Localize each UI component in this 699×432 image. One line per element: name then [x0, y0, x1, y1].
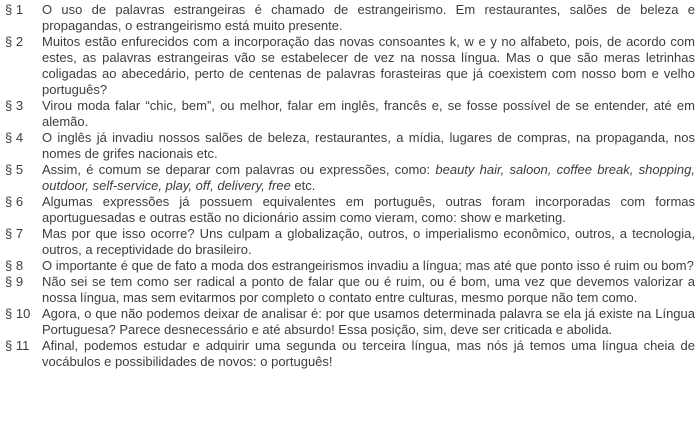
text-segment: Mas por que isso ocorre? Uns culpam a globalização, outros, o imperialismo econômico, outros, a tecnologia, outros, a receptividade do brasileiro. — [42, 226, 695, 257]
paragraph-text — [42, 274, 695, 306]
paragraph-text — [42, 258, 695, 274]
paragraph-label: § 9 — [5, 274, 24, 289]
paragraph-row — [5, 194, 695, 226]
paragraph-label: § 11 — [5, 338, 30, 353]
paragraph-text — [42, 338, 695, 370]
paragraph-row — [5, 2, 695, 34]
text-segment: Virou moda falar “chic, bem”, ou melhor, falar em inglês, francês e, se fosse possível de se entender, até em alemão. — [42, 98, 695, 129]
paragraph-label: § 2 — [5, 34, 24, 49]
paragraph-row — [5, 162, 695, 194]
paragraph-row — [5, 34, 695, 98]
paragraph-row — [5, 258, 695, 274]
paragraph-text — [42, 226, 695, 258]
paragraph-label: § 3 — [5, 98, 24, 113]
text-segment: O importante é que de fato a moda dos estrangeirismos invadiu a língua; mas até que ponto isso é ruim ou bom? — [42, 258, 694, 273]
document-body — [5, 2, 695, 370]
paragraph-text — [42, 306, 695, 338]
paragraph-text — [42, 162, 695, 194]
paragraph-label: § 5 — [5, 162, 24, 177]
paragraph-text — [42, 194, 695, 226]
paragraph-row — [5, 226, 695, 258]
paragraph-row — [5, 130, 695, 162]
text-segment: Muitos estão enfurecidos com a incorporação das novas consoantes k, w e y no alfabeto, pois, de acordo com estes, as palavras estrangeiras vão se estabelecer de vez na nossa língua. Mas o que são meras letrinhas coligadas ao abecedário, perto de centenas de palavras forasteiras que já coexistem com nosso bom e velho português? — [42, 34, 695, 97]
paragraph-label: § 4 — [5, 130, 24, 145]
paragraph-label: § 10 — [5, 306, 31, 321]
paragraph-label: § 7 — [5, 226, 24, 241]
paragraph-row — [5, 338, 695, 370]
text-segment: etc. — [290, 178, 316, 193]
italic-text-segment: beauty hair, saloon, coffee break, shopping, outdoor, self-service, play, off, delivery, free — [42, 162, 695, 193]
paragraph-row — [5, 306, 695, 338]
text-segment: O inglês já invadiu nossos salões de beleza, restaurantes, a mídia, lugares de compras, na propaganda, nos nomes de grifes nacionais etc. — [42, 130, 695, 161]
paragraph-text — [42, 34, 695, 98]
text-segment: O uso de palavras estrangeiras é chamado de estrangeirismo. Em restaurantes, salões de beleza e propagandas, o estrangeirismo está muito presente. — [42, 2, 695, 33]
text-segment: Assim, é comum se deparar com palavras ou expressões, como: — [42, 162, 436, 177]
paragraph-label: § 1 — [5, 2, 24, 17]
text-segment: Não sei se tem como ser radical a ponto de falar que ou é ruim, ou é bom, uma vez que devemos valorizar a nossa língua, mas sem evitarmos por completo o contato entre culturas, mesmo porque não tem como. — [42, 274, 695, 305]
paragraph-label: § 8 — [5, 258, 24, 273]
paragraph-text — [42, 130, 695, 162]
text-segment: Agora, o que não podemos deixar de analisar é: por que usamos determinada palavra se ela já existe na Língua Portuguesa? Parece desnecessário e até absurdo! Essa posição, sim, deve ser criticada e abolida. — [42, 306, 695, 337]
paragraph-label: § 6 — [5, 194, 24, 209]
text-segment: Algumas expressões já possuem equivalentes em português, outras foram incorporadas com formas aportuguesadas e outras estão no dicionário assim como vieram, como: show e marketing. — [42, 194, 695, 225]
paragraph-row — [5, 274, 695, 306]
paragraph-text — [42, 98, 695, 130]
paragraph-text — [42, 2, 695, 34]
paragraph-row — [5, 98, 695, 130]
text-segment: Afinal, podemos estudar e adquirir uma segunda ou terceira língua, mas nós já temos uma língua cheia de vocábulos e possibilidades de novos: o português! — [42, 338, 695, 369]
